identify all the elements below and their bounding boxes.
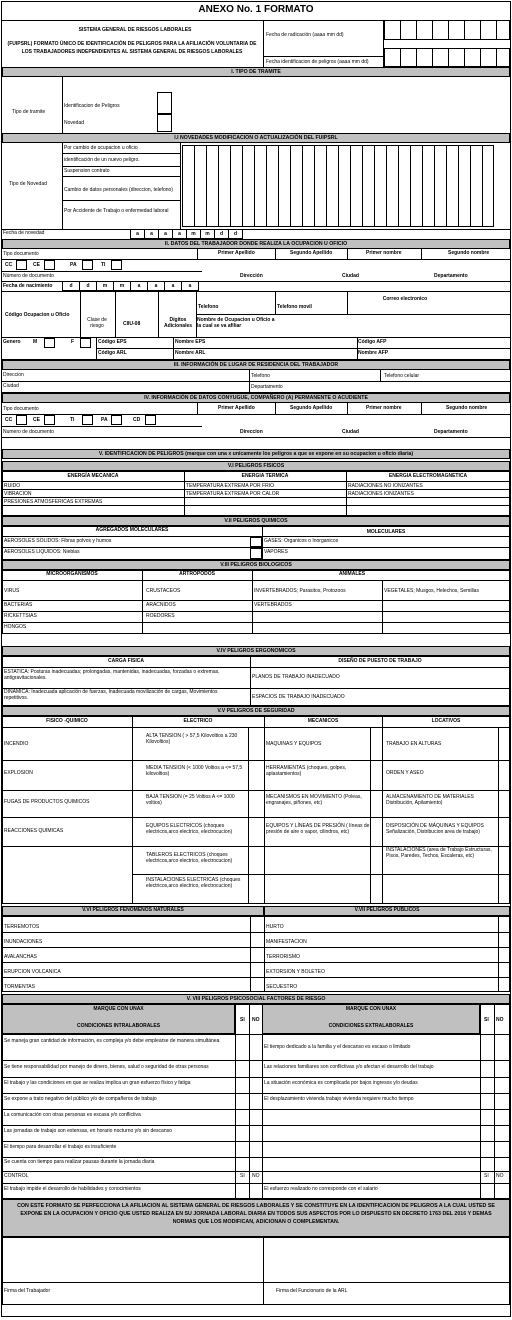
section-peligros-quimicos: V.II PELIGROS QUIMICOS [2,516,510,526]
bio-invertebrados[interactable]: INVERTEBRADOS; Parasitos, Protozoos [254,588,346,594]
seg-herramientas[interactable]: HERRAMIENTAS (choques, golpes, aplastamientos) [266,765,347,777]
quimico-liquidos-checkbox[interactable] [250,548,262,559]
psico-intra-jornadas[interactable]: Las jornadas de trabajo son extensas, en horario nocturno y/o sin descanso [4,1128,172,1134]
natural-avalanchas[interactable]: AVALANCHAS [4,954,37,960]
conyugue-doc-cd: CD [133,417,141,423]
clase-riesgo-label: Clase de riesgo [87,317,107,329]
genero-m-label: M [33,339,38,345]
bio-aracnidos[interactable]: ARACNIDOS [146,602,176,608]
footer-statement: CON ESTE FORMATO SE PERFECCIONA LA AFILIACION AL SISTEMA GENERAL DE RIESGOS LABORALES Y SE CONSTITUYE EN LA IDENTIFICACION DE PELIGROS A LA CUAL USTED SE EXPONE EN LA OCUPACION Y OFICIO QUE USTED REALIZA EN SU JORNADA LABORAL DIARIA EN TODOS SUS ASPECTOS POR LO DISPUESTO EN DECRETO 1763 DEL 2016 Y DEMAS NORMAS QUE LOS MODIFICAN, ADICIONAN O COMPLEMENTAN. [17,1203,495,1225]
conyugue-doc-cc-checkbox[interactable] [16,415,27,425]
biologicos-col-animales: ANIMALES [338,571,366,577]
psico-control-si-intra: SI [240,1173,245,1179]
psico-si-extra: SI [484,1017,489,1023]
identification-date-boxes[interactable] [384,48,510,67]
psico-condiciones-intra: CONDICIONES INTRALABORALES [76,1023,161,1029]
firma-funcionario-label: Firma del Funcionario de la ARL [276,1288,348,1294]
fisicos-col-electromagnetica: ENERGIA ELECTROMAGNETICA [388,473,468,479]
primer-nombre-label: Primer nombre [366,250,402,256]
seg-instalaciones-locativas[interactable]: INSTALACIONES (area de Trabajo Estructuras, Pisos, Paredes, Techos, Escaleras, etc) [386,847,492,859]
psico-marque-intra: MARQUE CON UNAX [93,1006,144,1012]
seg-fugas[interactable]: FUGAS DE PRODUCTOS QUIMICOS [4,799,90,805]
fecha-nacimiento-digit-box[interactable]: a [130,281,148,291]
novedad-checkbox-grid[interactable] [182,145,494,227]
fisico-ruido[interactable]: RUIDO [4,483,21,489]
fisicos-col-termica: ENERGIA TERMICA [241,473,289,479]
fecha-nacimiento-digit-box[interactable]: m [96,281,114,291]
biologicos-col-microorganismos: MICROORGANISMOS [46,571,98,577]
tramite-novedad-label: Novedad [64,120,85,126]
publico-secuestro[interactable]: SECUESTRO [266,984,298,990]
novedad-option-datos: Cambio de datos personales (direccion, telefono) [64,187,173,193]
conyugue-departamento-label: Departamento [434,429,468,435]
residencia-direccion-label: Direccion [3,372,24,378]
fecha-nacimiento-digit-box[interactable]: a [147,281,165,291]
psico-condiciones-extra: CONDICIONES EXTRALABORALES [328,1023,414,1029]
conyugue-doc-ti: TI [70,417,75,423]
section-peligros-psicosocial: V. VIII PELIGROS PSICOSOCIAL FACTORES DE RIESGO [2,994,510,1004]
fecha-novedad-digit-box[interactable]: m [200,229,215,239]
fecha-nacimiento-digit-box[interactable]: d [62,281,80,291]
psico-control-extra[interactable]: El esfuerzo realizado no corresponde con el salario [264,1186,378,1192]
tipo-documento-label: Tipo documento [3,251,39,257]
natural-tormentas[interactable]: TORMENTAS [4,984,35,990]
psico-si-intra: SI [240,1017,245,1023]
quimico-gases[interactable]: GASES: Organicos o Inorganicos [264,538,339,544]
codigo-ocupacion-label: Código Ocupacion u Oficio [5,312,70,318]
psico-intra-comunicacion[interactable]: La comunicación con otras personas es escasa y/o conflictiva [4,1112,141,1118]
seg-explosion[interactable]: EXPLOSION [4,770,33,776]
seg-orden-aseo[interactable]: ORDEN Y ASEO [386,770,424,776]
conyugue-segundo-nombre-label: Segundo nombre [446,405,488,411]
fecha-novedad-label: Fecha de novedad [3,230,45,236]
conyugue-numero-documento-label: Numero de documento [3,429,54,435]
psico-intra-informacion[interactable]: Se maneja gran cantidad de información, es compleja y/o debe emplearse de manera simultánea [4,1038,220,1044]
fecha-nacimiento-boxes[interactable] [62,281,198,291]
residencia-ciudad-label: Ciudad [3,383,19,389]
quimicos-col-agregados: AGREGADOS MOLECULARES [95,527,169,533]
segundo-nombre-label: Segundo nombre [448,250,490,256]
telefono-movil-label: Telefono movil [277,304,312,310]
conyugue-primer-apellido-label: Primer Apellido [218,405,255,411]
section-conyugue: IV. INFORMACIÓN DE DATOS CONYUGUE, COMPAÑERO (A) PERMANENTE O ACUDIENTE [2,393,510,403]
nombre-ocupacion-label: Nombre de Ocupacion u Oficio a la cual se va afiliar [197,317,275,329]
quimico-solidos-checkbox[interactable] [250,537,262,547]
bio-bacterias[interactable]: BACTERIAS [4,602,33,608]
natural-erupcion[interactable]: ERUPCION VOLCANICA [4,969,61,975]
fecha-novedad-digit-box[interactable]: a [172,229,187,239]
quimico-vapores[interactable]: VAPORES [264,549,288,555]
residencia-departamento-label: Departamento [251,384,283,390]
fecha-nacimiento-digit-box[interactable]: a [181,281,199,291]
conyugue-direccion-label: Direccion [240,429,263,435]
conyugue-doc-cd-checkbox[interactable] [145,415,156,425]
novedad-option-peligro: identificación de un nuevo peligro. [64,157,140,163]
psico-extra-relaciones[interactable]: Las relaciones familiares son conflictivas y/o afectan el desarrollo del trabajo [264,1064,434,1070]
page-title: ANEXO No. 1 FORMATO [198,4,314,15]
ciiu-label: CIIU-08 [123,321,141,327]
psico-intra-tiempo[interactable]: El tiempo para desarrollar el trabajo es insuficiente [4,1144,117,1150]
seg-tableros-electricos[interactable]: TABLEROS ELECTRICOS (choques electricos,arco electrico, electrocucion) [146,852,233,864]
ergo-espacios[interactable]: ESPACIOS DE TRABAJO INADECUADO [252,694,345,700]
header-form-name: (FUIPSRL) FORMATO ÚNICO DE IDENTIFICACIÓN DE PELIGROS PARA LA AFILIACIÓN VOLUNTARIA DE LOS TRABAJADORES INDEPENDIENTES AL SISTEMA GENERAL DE RIESGOS LABORALES [7,41,257,55]
departamento-label: Departamento [434,273,468,279]
primer-apellido-label: Primer Apellido [218,250,255,256]
ergo-col-carga-fisica: CARGA FISICA [108,658,144,664]
ergo-col-diseno: DISEÑO DE PUESTO DE TRABAJO [338,658,422,664]
publico-extorsion[interactable]: EXTORSION Y BOLETEO [266,969,325,975]
radicacion-date-label: Fecha de radicación (aaaa mm dd) [266,32,344,38]
psico-no-intra: NO [252,1017,260,1023]
psico-no-extra: NO [496,1017,504,1023]
naturales-publicos-table [2,916,510,992]
psico-intra-esfuerzo[interactable]: El trabajo y las condiciones en que se realiza implica un gran esfuerzo físico y fatiga [4,1080,191,1086]
fisicos-col-mecanica: ENERGÍA MECANICA [67,473,119,479]
seguridad-col-locativos: LOCATIVOS [431,718,461,724]
natural-inundaciones[interactable]: INUNDACIONES [4,939,43,945]
bio-rickettsias[interactable]: RICKETTSIAS [4,613,37,619]
seguridad-col-mecanicos: MECANICOS [307,718,339,724]
psico-control-intra-label: CONTROL [4,1173,29,1179]
bio-roedores[interactable]: ROEDORES [146,613,175,619]
seg-instalaciones-electricas[interactable]: INSTALACIONES ELECTRICAS (choques electricos,arco electrico, electrocucion) [146,877,241,889]
doc-type-pa: PA [70,262,77,268]
radicacion-date-boxes[interactable] [384,20,510,40]
fecha-nacimiento-digit-box[interactable]: d [79,281,97,291]
fecha-nacimiento-label: Fecha de nacimiento [3,283,53,289]
fisico-frio[interactable]: TEMPERATURA EXTREMA POR FRIO [186,483,274,489]
tramite-identificacion-label: Identificacion de Peligros [64,103,120,109]
psico-control-no-intra: NO [252,1173,260,1179]
publico-manifestacion[interactable]: MANIFESTACION [266,939,307,945]
section-datos-trabajador: II. DATOS DEL TRABAJADOR DONDE REALIZA LA OCUPACION U OFICIO [2,239,510,249]
section-peligros-naturales: V.VI PELIGROS FENOMENOS NATURALES [82,907,184,913]
tipo-tramite-label: Tipo de tramite [12,109,46,115]
residencia-telefono-celular-label: Telefono celular [384,373,420,379]
codigo-eps-label: Código EPS [98,339,127,345]
ergo-planos[interactable]: PLANOS DE TRABAJO INADECUADO [252,674,340,680]
seg-almacenamiento[interactable]: ALMACENAMIENTO DE MATERIALES Distribución, Apilamiento) [386,794,474,806]
seg-mecanismos[interactable]: MECANISMOS EN MOVIMIENTO (Poleas, engranajes, piñones, etc) [266,794,362,806]
conyugue-doc-pa: PA [101,417,108,423]
conyugue-doc-cc: CC [5,417,13,423]
quimico-aerosoles-solidos[interactable]: AEROSOLES SOLIDOS: Fibras polvos y humos [4,538,112,544]
numero-documento-label: Número de documento [3,273,54,279]
bio-hongos[interactable]: HONGOS [4,624,27,630]
firma-funcionario-field[interactable] [264,1238,509,1282]
publico-terrorismo[interactable]: TERRORISMO [266,954,300,960]
fecha-novedad-digit-box[interactable]: d [228,229,243,239]
fecha-novedad-digit-box[interactable]: m [186,229,201,239]
doc-type-pa-checkbox[interactable] [82,260,93,270]
fecha-novedad-boxes[interactable] [130,229,242,239]
doc-type-ce-checkbox[interactable] [44,260,55,270]
doc-type-cc: CC [5,262,13,268]
header-system-name: SISTEMA GENERAL DE RIESGOS LABORALES [78,27,192,33]
section-peligros-ergonomicos: V.IV PELIGROS ERGONOMICOS [2,646,510,656]
conyugue-segundo-apellido-label: Segundo Apellido [290,405,333,411]
genero-label: Genero [3,339,21,345]
ergo-estatica[interactable]: ESTATICA: Posturas inadecuadas; prolongadas, mantenidas, inadecuadas, forzadas o extremas, antigravitacionales. [4,669,220,681]
residencia-telefono-label: Telefono [251,373,270,379]
seg-lineas-presion[interactable]: EQUIPOS Y LÍNEAS DE PRESIÓN ( líneas de presión de aire o vapor, cilindros, etc) [266,823,370,835]
seguridad-col-electrico: ELECTRICO [183,718,213,724]
conyugue-primer-nombre-label: Primer nombre [366,405,402,411]
conyugue-ciudad-label: Ciudad [342,429,359,435]
direccion-label: Dirección [240,273,263,279]
telefono-label: Telefono [198,304,219,310]
psico-intra-pausas[interactable]: Se cuenta con tiempo para realizar pausas durante la jornada diaria [4,1159,155,1165]
fecha-nacimiento-digit-box[interactable]: a [164,281,182,291]
conyugue-doc-ce: CE [33,417,40,423]
bio-vegetales[interactable]: VEGETALES; Musgos, Helechos, Semillas [384,588,479,594]
tramite-identificacion-checkbox[interactable] [157,92,172,114]
segundo-apellido-label: Segundo Apellido [290,250,333,256]
genero-f-checkbox[interactable] [80,338,91,348]
psico-control-si-extra: SI [484,1173,489,1179]
fisico-presiones[interactable]: PRESIONES ATMOSFERICAS EXTREMAS [4,499,103,505]
novedad-option-suspension: Suspension contrato [64,168,110,174]
seg-equipos-electricos[interactable]: EQUIPOS ELECTRICOS (choques electricos,arco electrico, electrocucion) [146,823,233,835]
section-novedades: I.I NOVEDADES MODIFICACION O ACTUALIZACIÓN DEL FUIPSRL [2,133,510,143]
doc-type-ti-checkbox[interactable] [111,260,122,270]
psico-intra-trato[interactable]: Se expone a trato negativo del público y/o de compañeros de trabajo [4,1096,157,1102]
section-peligros-publicos: V.VII PELIGROS PÚBLICOS [354,907,420,913]
bio-vertebrados[interactable]: VERTEBRADOS [254,602,292,608]
conyugue-doc-ti-checkbox[interactable] [82,415,93,425]
ciudad-label: Ciudad [342,273,359,279]
section-tipo-tramite: I. TIPO DE TRAMITE [2,67,510,77]
conyugue-tipo-documento-label: Tipo documento [3,406,39,412]
psico-extra-economica[interactable]: La situación económica es complicada por bajos ingresos y/o deudas [264,1080,418,1086]
tipo-novedad-label: Tipo de Novedad [9,181,47,187]
bio-crustaceos[interactable]: CRUSTACEOS [146,588,181,594]
bio-virus[interactable]: VIRUS [4,588,20,594]
novedad-option-ocupacion: Por cambio de ocupacion u oficio [64,145,138,151]
seg-media-tension[interactable]: MEDIA TENSION (< 1000 Voltios a <= 57,5 kilovoltios) [146,765,243,777]
doc-type-ce: CE [33,262,40,268]
fecha-novedad-digit-box[interactable]: d [214,229,229,239]
nombre-eps-label: Nombre EPS [175,339,206,345]
fisico-ionizantes[interactable]: RADIACIONES IONIZANTES [348,491,414,497]
fecha-novedad-digit-box[interactable]: a [158,229,173,239]
tramite-novedad-checkbox[interactable] [157,114,172,132]
fecha-novedad-digit-box[interactable]: a [144,229,159,239]
ergo-dinamica[interactable]: DINAMICA: Inadecuada aplicación de fuerzas, Inadecuada movilización de cargas, Movimientos repetitivos. [4,689,218,701]
psico-marque-extra: MARQUE CON UNAX [345,1006,397,1012]
doc-type-cc-checkbox[interactable] [16,260,27,270]
psico-control-intra[interactable]: El trabajo impide el desarrollo de habilidades y conocimientos [4,1186,141,1192]
seg-reacciones[interactable]: REACCIONES QUIMICAS [4,828,64,834]
seguridad-col-fisico-quimico: FISICO -QUIMICO [46,718,88,724]
seg-disposicion[interactable]: DISPOSICIÓN DE MÁQUINAS Y EQUIPOS Señalización, Distribucion area de trabajo) [386,823,484,835]
section-peligros-biologicos: V.III PELIGROS BIOLOGICOS [2,560,510,570]
conyugue-doc-pa-checkbox[interactable] [111,415,122,425]
quimicos-col-moleculares: MOLECULARES [366,529,406,535]
genero-f-label: F [71,339,75,345]
digitos-adicionales-label: Dígitos Adicionales [163,317,193,329]
nombre-arl-label: Nombre ARL [175,350,206,356]
firma-trabajador-field[interactable] [3,1238,262,1282]
quimico-aerosoles-liquidos[interactable]: AEROSOLES LIQUIDOS: Nieblas [4,549,80,555]
psico-intra-responsabilidad[interactable]: Se tiene responsabilidad por manejo de dinero, bienes, salud o seguridad de otras personas [4,1064,209,1070]
firma-trabajador-label: Firma del Trabajador [4,1288,51,1294]
fecha-nacimiento-digit-box[interactable]: m [113,281,131,291]
biologicos-col-artropodos: ARTROPODOS [179,571,215,577]
fisico-vibracion[interactable]: VIBRACION [4,491,32,497]
codigo-afp-label: Código AFP [358,339,387,345]
psico-extra-familia[interactable]: El tiempo dedicado a la familia y el descanso es escaso o limitado [264,1044,411,1050]
fisico-calor[interactable]: TEMPERATURA EXTREMA POR CALOR [186,491,280,497]
identification-date-label: Fecha identificacion de peligros (aaaa mm dd) [266,59,369,65]
seg-alta-tension[interactable]: ALTA TENSION ( > 57,5 Kilovoltios a 230 Kilovoltios) [146,733,238,745]
psico-control-no-extra: NO [496,1173,504,1179]
section-residencia: III. INFORMACIÓN DE LUGAR DE RESIDENCIA DEL TRABAJADOR [2,360,510,370]
conyugue-doc-ce-checkbox[interactable] [44,415,55,425]
seg-trabajo-alturas[interactable]: TRABAJO EN ALTURAS [386,741,442,747]
fecha-novedad-digit-box[interactable]: a [130,229,145,239]
section-identificacion-peligros: V. IDENTIFICACION DE PELIGROS (marque con una x unicamente los peligros a que se expone en su ocupacion u oficio diaria) [2,449,510,459]
seg-baja-tension[interactable]: BAJA TENSION (= 25 Voltios A <= 1000 voltios) [146,794,235,806]
natural-terremotos[interactable]: TERREMOTOS [4,924,40,930]
section-peligros-seguridad: V.V PELIGROS DE SEGURIDAD [2,706,510,716]
doc-type-ti: TI [101,262,106,268]
seg-maquinas[interactable]: MAQUINAS Y EQUIPOS [266,741,322,747]
correo-label: Correo electronico [382,296,428,302]
seg-incendio[interactable]: INCENDIO [4,741,29,747]
psico-extra-desplazamiento[interactable]: El desplazamiento vivienda trabajo vivienda requiere mucho tiempo [264,1096,414,1102]
novedad-option-accidente: Por Accidente de Trabajo o enfermedad laboral [64,208,169,214]
fisico-no-ionizantes[interactable]: RADIACIONES NO IONIZANTES [348,483,423,489]
publico-hurto[interactable]: HURTO [266,924,284,930]
codigo-arl-label: Código ARL [98,350,127,356]
nombre-afp-label: Nombre AFP [358,350,389,356]
section-peligros-fisicos: V.I PELIGROS FISICOS [2,461,510,471]
genero-m-checkbox[interactable] [44,338,55,348]
